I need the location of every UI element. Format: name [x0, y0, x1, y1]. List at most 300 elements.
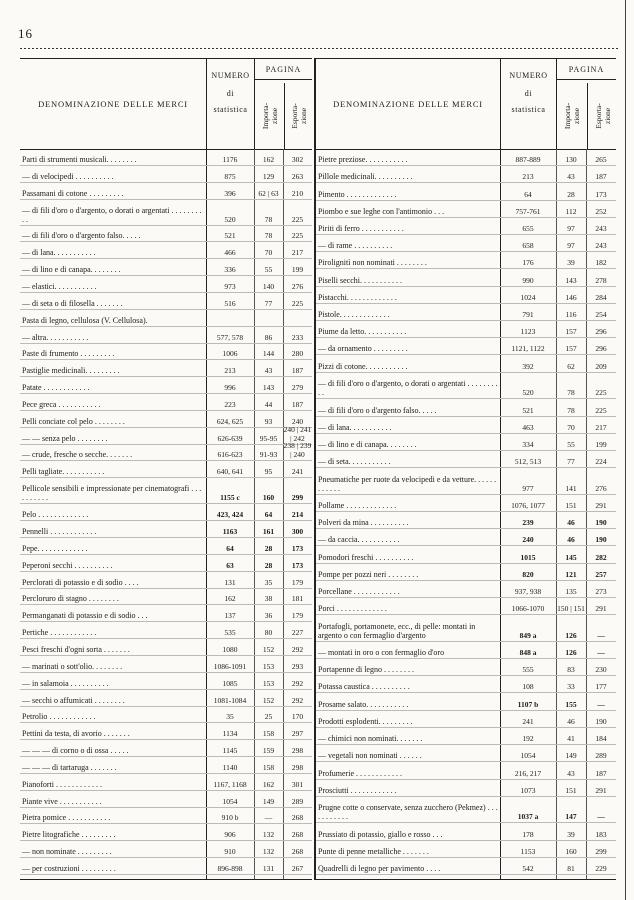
- export-page: 225: [291, 214, 304, 224]
- merce-name: Permanganati di potassio e di sodio . . .: [22, 611, 148, 621]
- merce-name: — di fili d'oro o d'argento, o dorati o argentati . . . . . . . . . .: [318, 379, 498, 398]
- statistica-number: 1054: [222, 796, 238, 806]
- export-page: 296: [595, 327, 607, 337]
- merce-name: Percloruro di stagno . . . . . . . .: [22, 594, 119, 604]
- import-page: 112: [565, 206, 577, 216]
- table-row: [316, 495, 616, 512]
- import-page: 149: [262, 796, 275, 806]
- import-page: 78: [264, 231, 273, 241]
- statistica-number: 1066-1070: [511, 604, 545, 614]
- pagina-title: PAGINA: [557, 65, 616, 80]
- denomination-header: DENOMINAZIONE DELLE MERCI: [333, 99, 483, 109]
- export-page: 282: [595, 552, 607, 562]
- import-page: 91-93: [259, 450, 278, 460]
- statistica-number: 1080: [222, 645, 238, 655]
- statistica-number: 820: [522, 569, 534, 579]
- merce-name: Pelo . . . . . . . . . . . . .: [22, 510, 89, 520]
- table-row: [316, 417, 616, 434]
- statistica-number: 463: [522, 422, 534, 432]
- table-row: [316, 581, 616, 598]
- export-page: 276: [595, 483, 607, 493]
- statistica-number: 1121, 1122: [511, 344, 545, 354]
- statistica-number: 542: [522, 863, 534, 873]
- import-page: 62: [567, 361, 575, 371]
- import-page: 121: [565, 569, 577, 579]
- export-page: —: [597, 648, 605, 658]
- export-page: 233: [291, 332, 304, 342]
- merce-name: Pomodori freschi . . . . . . . . . .: [318, 552, 414, 562]
- merce-name: — marinati o sott'olio. . . . . . . .: [22, 661, 123, 671]
- importazione-header: Importa- zione: [563, 102, 581, 130]
- import-page: 43: [264, 366, 273, 376]
- export-page: —: [597, 812, 605, 822]
- pagina-title: PAGINA: [255, 65, 312, 80]
- merce-name: Pennelli . . . . . . . . . . . .: [22, 527, 97, 537]
- numero-title: NUMERO: [509, 71, 548, 80]
- table-row: [316, 780, 616, 797]
- export-page: 240: [291, 416, 304, 426]
- import-page: 144: [262, 349, 275, 359]
- export-page: 187: [595, 172, 607, 182]
- numero-di: di: [524, 89, 533, 98]
- merce-name: Prugne cotte o conservate, senza zucchero (Pekmez) . . . . . . . . . . .: [318, 803, 498, 822]
- merce-name: — di seta o di filosella . . . . . . .: [22, 298, 123, 308]
- merce-name: Passamani di cotone . . . . . . . . .: [22, 188, 124, 198]
- statistica-number: 626-639: [217, 433, 243, 443]
- table-row: [316, 201, 616, 218]
- merce-name: — di lino e di canapa. . . . . . . .: [22, 265, 121, 275]
- merce-name: — di fili d'oro o d'argento falso. . . . .: [22, 231, 141, 241]
- statistica-number: 423, 424: [216, 510, 244, 520]
- table-row: [316, 252, 616, 269]
- merce-name: — di fili d'oro o d'argento falso. . . . .: [318, 405, 437, 415]
- export-page: 225: [291, 231, 304, 241]
- table-row: [20, 478, 312, 504]
- export-page: 181: [291, 594, 304, 604]
- merce-name: Pistacchi. . . . . . . . . . . . .: [318, 292, 397, 302]
- merce-name: Pasta di legno, cellulosa (V. Cellulosa).: [22, 315, 148, 325]
- merce-name: Porcellane . . . . . . . . . . . .: [318, 587, 400, 597]
- import-page: 143: [565, 275, 577, 285]
- statistica-number: 216, 217: [514, 768, 542, 778]
- import-page: 141: [565, 483, 577, 493]
- merce-name: Piriti di ferro . . . . . . . . . . .: [318, 224, 404, 234]
- table-row: [20, 276, 312, 293]
- table-row: [316, 564, 616, 581]
- import-page: 162: [262, 154, 275, 164]
- export-page: 214: [291, 510, 304, 520]
- export-page: 293: [291, 661, 304, 671]
- import-page: 157: [565, 344, 577, 354]
- merce-name: — per costruzioni . . . . . . . . .: [22, 863, 116, 873]
- export-page: 298: [291, 746, 304, 756]
- merce-name: — da ornamento . . . . . . . . .: [318, 344, 408, 354]
- esportazione-header: Esporta- zione: [587, 83, 617, 149]
- statistica-number: 624, 625: [216, 416, 244, 426]
- merce-name: Quadrelli di legno per pavimento . . . .: [318, 863, 441, 873]
- export-page: 284: [595, 292, 607, 302]
- left-table: [20, 58, 312, 880]
- table-row: [316, 183, 616, 200]
- import-page: 41: [567, 734, 575, 744]
- merce-name: — di fili d'oro o d'argento, o dorati o argentati . . . . . . . . . .: [22, 205, 202, 224]
- export-page: 296: [595, 344, 607, 354]
- statistica-number: 616-623: [217, 450, 243, 460]
- export-page: 187: [291, 366, 304, 376]
- export-page: 279: [291, 383, 304, 393]
- import-page: 39: [567, 829, 575, 839]
- table-row: [20, 572, 312, 589]
- export-page: 187: [291, 399, 304, 409]
- table-row: [316, 797, 616, 824]
- export-page: 268: [291, 847, 304, 857]
- import-page: 64: [264, 510, 273, 520]
- esportazione-header: Esporta- zione: [284, 83, 313, 149]
- table-row: [316, 529, 616, 546]
- numero-di: di: [226, 89, 235, 98]
- import-page: 35: [264, 577, 273, 587]
- table-row: [20, 723, 312, 740]
- merce-name: Paste di frumento . . . . . . . . .: [22, 349, 115, 359]
- statistica-number: 1037 a: [517, 812, 539, 822]
- table-row: [20, 259, 312, 276]
- export-page: 268: [291, 830, 304, 840]
- import-page: —: [264, 813, 273, 823]
- table-row: [20, 707, 312, 724]
- import-page: 28: [264, 560, 273, 570]
- statistica-number: 131: [224, 577, 236, 587]
- statistica-number: 1054: [520, 751, 536, 761]
- merce-name: Pirolignitì non nominati . . . . . . . .: [318, 258, 427, 268]
- export-page: 209: [595, 361, 607, 371]
- statistica-number: 239: [522, 518, 534, 528]
- merce-name: Pietre preziose. . . . . . . . . . .: [318, 155, 408, 165]
- statistica-number: 336: [224, 265, 236, 275]
- import-page: 97: [567, 241, 575, 251]
- export-page: 199: [595, 439, 607, 449]
- statistica-number: 516: [224, 298, 236, 308]
- statistica-number: 213: [224, 366, 236, 376]
- table-row: [20, 757, 312, 774]
- statistica-number: 555: [522, 665, 534, 675]
- import-page: 159: [262, 746, 275, 756]
- statistica-number: 1140: [222, 762, 238, 772]
- statistica-number: 1085: [222, 678, 238, 688]
- table-row: [316, 321, 616, 338]
- statistica-number: 35: [226, 712, 234, 722]
- import-page: 86: [264, 332, 273, 342]
- import-page: 55: [567, 439, 575, 449]
- export-page: 217: [595, 422, 607, 432]
- import-page: 36: [264, 611, 273, 621]
- table-row: [20, 242, 312, 259]
- merce-name: — — — di tartaruga . . . . . . .: [22, 762, 117, 772]
- import-page: 153: [262, 661, 275, 671]
- denomination-header: DENOMINAZIONE DELLE MERCI: [38, 99, 188, 109]
- export-page: 302: [291, 154, 304, 164]
- import-page: 160: [262, 493, 275, 503]
- merce-name: Pelli tagliate. . . . . . . . . . .: [22, 467, 105, 477]
- statistica-number: 1153: [520, 846, 536, 856]
- export-page: 298: [291, 762, 304, 772]
- export-page: 229: [595, 863, 607, 873]
- statistica-number: 334: [522, 439, 534, 449]
- import-page: 147: [565, 812, 577, 822]
- statistica-number: 396: [224, 188, 236, 198]
- table-row: [20, 740, 312, 757]
- merce-name: Portafogli, portamonete, ecc., di pelle: montati in argento o con fermaglio d'argento: [318, 621, 476, 640]
- statistica-number: 658: [522, 241, 534, 251]
- merce-name: — vegetali non nominati . . . . . .: [318, 751, 422, 761]
- table-row: [316, 166, 616, 183]
- table-row: [20, 360, 312, 377]
- import-page: 43: [567, 768, 575, 778]
- table-row: [316, 659, 616, 676]
- merce-name: — di lana. . . . . . . . . . .: [22, 248, 96, 258]
- merce-name: Piselli secchi. . . . . . . . . . .: [318, 275, 402, 285]
- table-row: [20, 504, 312, 521]
- statistica-number: 1176: [222, 154, 238, 164]
- import-page: 132: [262, 847, 275, 857]
- statistica-number: 1024: [520, 292, 536, 302]
- statistica-number: 848 a: [519, 648, 537, 658]
- merce-name: Parti di strumenti musicali. . . . . . . .: [22, 154, 137, 164]
- merce-name: Pimento . . . . . . . . . . . . .: [318, 189, 397, 199]
- table-row: [316, 399, 616, 416]
- table-row: [316, 598, 616, 615]
- export-page: 292: [291, 695, 304, 705]
- export-page: 238 | 239 | 240: [283, 441, 312, 460]
- table-row: [20, 555, 312, 572]
- import-page: 146: [565, 292, 577, 302]
- merce-name: — crude, fresche o secche. . . . . . .: [22, 450, 133, 460]
- merce-name: — elastici. . . . . . . . . . .: [22, 282, 97, 292]
- statistica-number: 512, 513: [514, 457, 542, 467]
- table-row: [20, 824, 312, 841]
- import-page: 97: [567, 224, 575, 234]
- left-table-header: [20, 59, 312, 150]
- statistica-number: 906: [224, 830, 236, 840]
- export-page: 240 | 241 | 242: [283, 424, 312, 443]
- merce-name: Pece greca . . . . . . . . . . .: [22, 399, 101, 409]
- statistica-number: 176: [522, 258, 534, 268]
- statistica-number: 875: [224, 171, 236, 181]
- merce-name: Peperoni secchi . . . . . . . . . .: [22, 560, 113, 570]
- table-row: [20, 808, 312, 825]
- merce-name: Profumerie . . . . . . . . . . . .: [318, 768, 402, 778]
- statistica-number: 757-761: [515, 206, 541, 216]
- import-page: 46: [567, 518, 575, 528]
- merce-name: — — — di corno o di ossa . . . . .: [22, 746, 129, 756]
- page-number: 16: [18, 26, 33, 41]
- merce-name: Perclorati di potassio e di sodio . . . .: [22, 577, 139, 587]
- table-row: [20, 589, 312, 606]
- table-row: [20, 858, 312, 875]
- export-page: 299: [291, 493, 304, 503]
- statistica-number: 977: [522, 483, 534, 493]
- statistica-number: 973: [224, 282, 236, 292]
- statistica-number: 1015: [520, 552, 536, 562]
- table-row: [316, 355, 616, 372]
- statistica-number: 521: [224, 231, 236, 241]
- table-row: [316, 841, 616, 858]
- export-page: 278: [595, 275, 607, 285]
- export-page: 280: [291, 349, 304, 359]
- statistica-number: 1081-1084: [213, 695, 247, 705]
- export-page: 190: [595, 716, 607, 726]
- export-page: 268: [291, 813, 304, 823]
- import-page: 95: [264, 467, 273, 477]
- merce-name: Pollame . . . . . . . . . . . . .: [318, 500, 397, 510]
- merce-name: Pastiglie medicinali. . . . . . . . .: [22, 366, 120, 376]
- export-page: 170: [291, 712, 304, 722]
- export-page: 179: [291, 577, 304, 587]
- table-row: [20, 200, 312, 226]
- numero-header: [500, 59, 556, 149]
- merce-name: Punte di penne metalliche . . . . . . .: [318, 846, 429, 856]
- statistica-number: 1086-1091: [213, 661, 247, 671]
- export-page: 241: [291, 467, 304, 477]
- statistica-number: 1076, 1077: [511, 500, 545, 510]
- export-page: 199: [291, 265, 304, 275]
- merce-name: — in salamoia . . . . . . . . . .: [22, 678, 109, 688]
- table-row: [316, 858, 616, 875]
- export-page: 292: [291, 645, 304, 655]
- merce-name: Piombo e sue leghe con l'antimonio . . .: [318, 206, 445, 216]
- import-page: 55: [264, 265, 273, 275]
- statistica-number: 577, 578: [216, 332, 244, 342]
- export-page: 183: [595, 829, 607, 839]
- export-page: 291: [595, 785, 607, 795]
- import-page: 38: [264, 594, 273, 604]
- merce-name: Pompe per pozzi neri . . . . . . . .: [318, 569, 419, 579]
- table-row: [316, 373, 616, 400]
- statistica-number: 791: [522, 310, 534, 320]
- merce-name: Piume da letto. . . . . . . . . . .: [318, 327, 407, 337]
- statistica-number: 1145: [222, 746, 238, 756]
- import-page: 140: [262, 282, 275, 292]
- pagina-header: [254, 59, 312, 149]
- merce-name: — montati in oro o con fermaglio d'oro: [318, 648, 445, 658]
- import-page: 95-95: [259, 433, 278, 443]
- statistica-number: 655: [522, 224, 534, 234]
- export-page: —: [597, 699, 605, 709]
- import-page: 135: [565, 587, 577, 597]
- export-page: 299: [595, 846, 607, 856]
- import-page: 83: [567, 665, 575, 675]
- export-page: 300: [291, 527, 304, 537]
- import-page: 158: [262, 762, 275, 772]
- table-row: [20, 639, 312, 656]
- export-page: 173: [291, 543, 304, 553]
- import-page: 145: [565, 552, 577, 562]
- merce-name: Porci . . . . . . . . . . . . .: [318, 604, 387, 614]
- table-row: [316, 468, 616, 495]
- export-page: 190: [595, 535, 607, 545]
- statistica-number: 466: [224, 248, 236, 258]
- merce-name: Pettini da testa, di avorio . . . . . . .: [22, 729, 130, 739]
- import-page: 155: [565, 699, 577, 709]
- table-row: [20, 166, 312, 183]
- merce-name: Pietra pomice . . . . . . . . . . .: [22, 813, 111, 823]
- table-row: [316, 338, 616, 355]
- statistica-number: 392: [522, 361, 534, 371]
- export-page: 184: [595, 734, 607, 744]
- export-page: 252: [595, 206, 607, 216]
- table-row: [316, 823, 616, 840]
- statistica-number: 1134: [222, 729, 238, 739]
- table-row: [20, 310, 312, 327]
- table-row: [20, 183, 312, 200]
- merce-name: Petrolio . . . . . . . . . . . .: [22, 712, 96, 722]
- import-page: 158: [262, 729, 275, 739]
- import-page: 153: [262, 678, 275, 688]
- statistica-number: 996: [224, 383, 236, 393]
- merce-name: Polveri da mina . . . . . . . . . .: [318, 518, 409, 528]
- statistica-number: 241: [522, 716, 534, 726]
- merce-name: — non nominate . . . . . . . . .: [22, 847, 112, 857]
- export-page: 224: [595, 457, 607, 467]
- table-row: [20, 841, 312, 858]
- merce-name: Pellicole sensibili e impressionate per cinematografi . . . . . . . . . .: [22, 484, 202, 503]
- export-page: 289: [291, 796, 304, 806]
- import-page: 150 | 151: [557, 604, 585, 614]
- table-row: [316, 546, 616, 563]
- merce-name: — da caccia. . . . . . . . . . .: [318, 535, 400, 545]
- import-page: 152: [262, 695, 275, 705]
- statistica-number: 521: [522, 405, 534, 415]
- import-page: 116: [565, 310, 577, 320]
- table-row: [316, 434, 616, 451]
- statistica-number: 1107 b: [517, 699, 539, 709]
- import-page: 80: [264, 628, 273, 638]
- import-page: 129: [262, 171, 275, 181]
- export-page: 297: [291, 729, 304, 739]
- table-row: [20, 673, 312, 690]
- import-page: 46: [567, 535, 575, 545]
- import-page: 157: [565, 327, 577, 337]
- table-row: [20, 605, 312, 622]
- merce-name: — di velocipedi . . . . . . . . . .: [22, 171, 114, 181]
- import-page: 126: [565, 648, 577, 658]
- export-page: 190: [595, 518, 607, 528]
- import-page: 44: [264, 399, 273, 409]
- statistica-number: 1073: [520, 785, 536, 795]
- table-row: [316, 218, 616, 235]
- numero-statistica: statistica: [213, 105, 248, 114]
- importazione-header: Importa- zione: [260, 102, 279, 130]
- merce-name: Prosciutti . . . . . . . . . . . .: [318, 785, 397, 795]
- export-page: 291: [595, 604, 607, 614]
- table-row: [316, 676, 616, 693]
- table-row: [20, 327, 312, 344]
- statistica-number: 1123: [520, 327, 536, 337]
- import-page: 43: [567, 172, 575, 182]
- table-row: [316, 642, 616, 659]
- statistica-number: 640, 641: [216, 467, 244, 477]
- import-page: 77: [567, 457, 575, 467]
- import-page: 28: [567, 189, 575, 199]
- export-page: 263: [291, 171, 304, 181]
- merce-name: Pelli conciate col pelo . . . . . . . .: [22, 416, 125, 426]
- statistica-number: 223: [224, 399, 236, 409]
- statistica-number: 520: [522, 388, 534, 398]
- import-page: 28: [264, 543, 273, 553]
- import-page: 70: [264, 248, 273, 258]
- table-row: [20, 538, 312, 555]
- merce-name: — chimici non nominati. . . . . . .: [318, 734, 423, 744]
- import-page: 149: [565, 751, 577, 761]
